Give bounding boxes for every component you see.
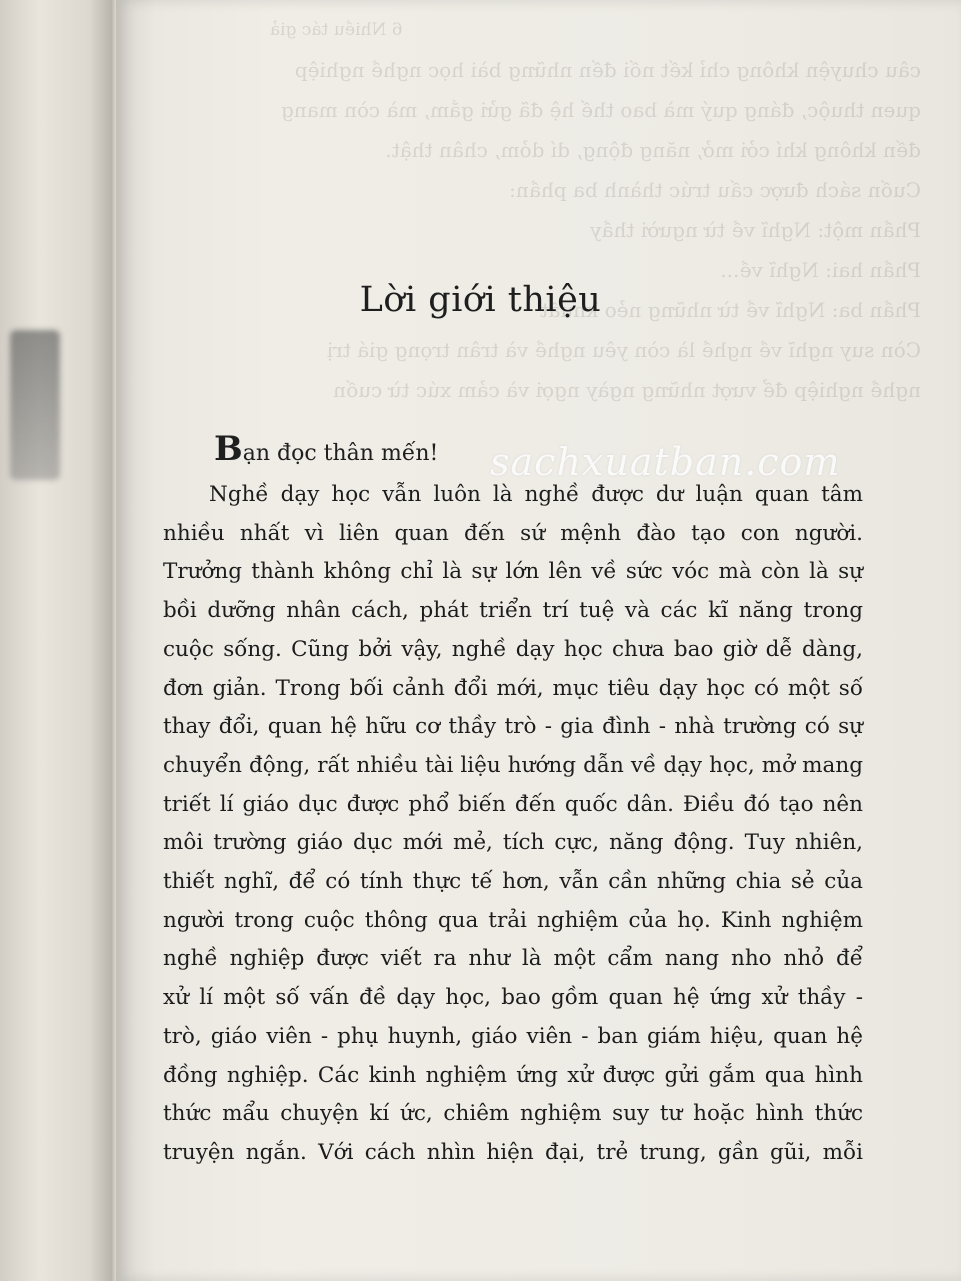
- body-line: thiết nghĩ, để có tính thực tế hơn, vẫn cần những chia sẻ của: [163, 869, 863, 895]
- greeting-line: [214, 429, 439, 469]
- body-line: bồi dưỡng nhân cách, phát triển trí tuệ và các kĩ năng trong: [163, 598, 863, 624]
- body-line: người trong cuộc thông qua trải nghiệm của họ. Kinh nghiệm: [163, 907, 863, 933]
- chapter-title: Lời giới thiệu: [359, 280, 602, 320]
- body-line: thay đổi, quan hệ hữu cơ thầy trò - gia đình - nhà trường có sự: [163, 714, 863, 740]
- body-line: trò, giáo viên - phụ huynh, giáo viên - ban giám hiệu, quan hệ: [163, 1023, 863, 1049]
- body-line: triết lí giáo dục được phổ biến đến quốc dân. Điều đó tạo nên: [163, 791, 863, 817]
- body-line: cuộc sống. Cũng bởi vậy, nghề dạy học chưa bao giờ dễ dàng,: [163, 636, 863, 662]
- greeting-text: ạn đọc thân mến!: [242, 441, 439, 466]
- body-line: truyện ngắn. Với cách nhìn hiện đại, trẻ trung, gần gũi, mỗi: [163, 1139, 863, 1165]
- body-line: đồng nghiệp. Các kinh nghiệm ứng xử được gửi gắm qua hình: [163, 1062, 863, 1088]
- body-line: Nghề dạy học vẫn luôn là nghề được dư luận quan tâm: [209, 482, 863, 507]
- body-line: nghề nghiệp được viết ra như là một cẩm nang nho nhỏ để: [163, 946, 863, 972]
- body-line: nhiều nhất vì liên quan đến sứ mệnh đào tạo con người.: [163, 520, 863, 546]
- body-line: môi trường giáo dục mới mẻ, tích cực, năng động. Tuy nhiên,: [163, 830, 863, 856]
- adjacent-cover-shadow: [10, 330, 60, 480]
- body-line: Trưởng thành không chỉ là sự lớn lên về sức vóc mà còn là sự: [163, 559, 863, 585]
- body-line: đơn giản. Trong bối cảnh đổi mới, mục tiêu dạy học có một số: [163, 675, 863, 701]
- body-text: [163, 476, 863, 1173]
- watermark-text: sachxuatban.com: [490, 440, 841, 484]
- body-line: chuyển động, rất nhiều tài liệu hướng dẫn về dạy học, mở mang: [163, 752, 863, 778]
- drop-cap: B: [214, 429, 243, 469]
- body-line: xử lí một số vấn đề dạy học, bao gồm quan hệ ứng xử thầy -: [163, 985, 863, 1011]
- adjacent-book-edge: [0, 0, 112, 1281]
- body-line: thức mẩu chuyện kí ức, chiêm nghiệm suy tư hoặc hình thức: [163, 1101, 863, 1127]
